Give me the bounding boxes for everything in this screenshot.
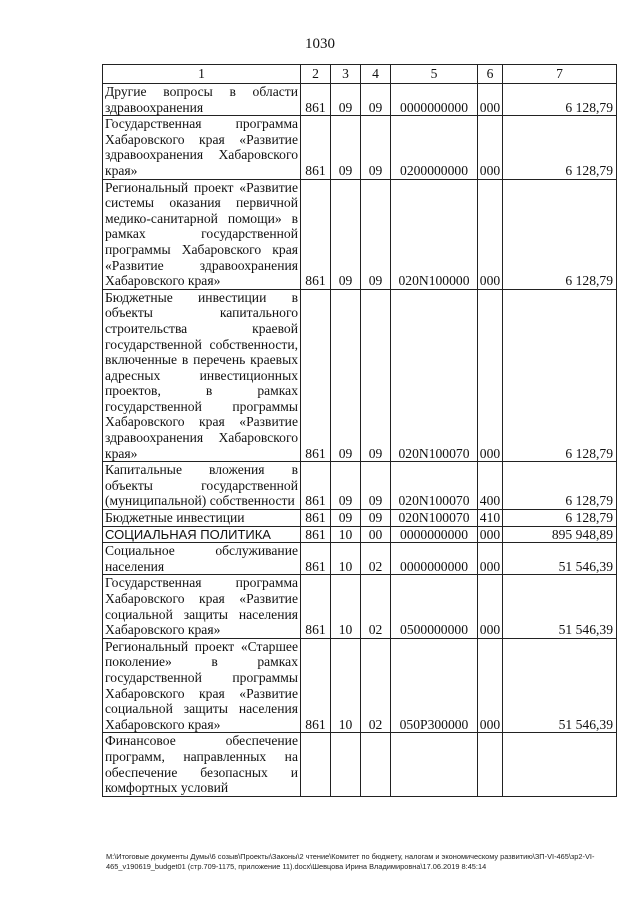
row-section: 10	[331, 638, 361, 733]
row-code: 861	[301, 526, 331, 543]
row-name: Капитальные вложения в объекты государственной (муниципальной) собственности	[103, 462, 301, 510]
row-section: 10	[331, 543, 361, 575]
row-amount: 6 128,79	[503, 510, 617, 527]
row-subsection: 09	[361, 462, 391, 510]
row-code: 861	[301, 179, 331, 289]
table-row	[103, 638, 617, 733]
row-section	[331, 733, 361, 796]
row-subsection: 09	[361, 179, 391, 289]
row-name: Государственная программа Хабаровского края «Развитие социальной защиты населения Хабаровского края»	[103, 575, 301, 638]
row-section: 09	[331, 179, 361, 289]
table-header-row	[103, 65, 617, 84]
row-subsection: 09	[361, 84, 391, 116]
row-section: 10	[331, 526, 361, 543]
row-target: 0200000000	[391, 116, 478, 179]
row-target: 020N100070	[391, 289, 478, 462]
row-target: 020N100070	[391, 510, 478, 527]
row-type: 410	[478, 510, 503, 527]
table-row	[103, 84, 617, 116]
table-row	[103, 575, 617, 638]
row-amount	[503, 733, 617, 796]
row-subsection	[361, 733, 391, 796]
table-row	[103, 543, 617, 575]
row-code	[301, 733, 331, 796]
row-amount: 895 948,89	[503, 526, 617, 543]
row-code: 861	[301, 462, 331, 510]
row-name: Бюджетные инвестиции в объекты капитального строительства краевой государственной собственности, включенные в перечень краевых адресных инвестиционных проектов, в рамках государственной программы Хабаровского края «Развитие здравоохранения Хабаровского края»	[103, 289, 301, 462]
header-cell: 1	[103, 65, 301, 84]
row-subsection: 00	[361, 526, 391, 543]
document-path-footer: M:\Итоговые документы Думы\6 созыв\Проекты\Законы\2 чтение\Комитет по бюджету, налогам и экономическому развитию\ЗП-VI-465\зр2-VI-465_v190619_budget01 (стр.709-1175, приложение 11).docx\Шевцова Ирина Владимировна\17.06.2019 8:45:14	[106, 852, 595, 871]
row-subsection: 09	[361, 289, 391, 462]
table-row	[103, 289, 617, 462]
row-name: Государственная программа Хабаровского края «Развитие здравоохранения Хабаровского края»	[103, 116, 301, 179]
row-name: СОЦИАЛЬНАЯ ПОЛИТИКА	[103, 526, 301, 543]
row-target: 020N100000	[391, 179, 478, 289]
table-row	[103, 733, 617, 796]
row-type: 000	[478, 289, 503, 462]
header-cell: 7	[503, 65, 617, 84]
row-type: 000	[478, 84, 503, 116]
row-subsection: 02	[361, 575, 391, 638]
row-amount: 6 128,79	[503, 462, 617, 510]
row-section: 09	[331, 116, 361, 179]
row-name: Региональный проект «Старшее поколение» в рамках государственной программы Хабаровского края «Развитие социальной защиты населения Хабаровского края»	[103, 638, 301, 733]
row-amount: 6 128,79	[503, 84, 617, 116]
row-type	[478, 733, 503, 796]
row-amount: 6 128,79	[503, 289, 617, 462]
row-name: Финансовое обеспечение программ, направленных на обеспечение безопасных и комфортных условий	[103, 733, 301, 796]
budget-table	[102, 64, 617, 797]
row-section: 10	[331, 575, 361, 638]
row-amount: 51 546,39	[503, 575, 617, 638]
row-type: 000	[478, 575, 503, 638]
row-amount: 51 546,39	[503, 543, 617, 575]
header-cell: 3	[331, 65, 361, 84]
row-name: Бюджетные инвестиции	[103, 510, 301, 527]
row-subsection: 09	[361, 116, 391, 179]
row-target: 020N100070	[391, 462, 478, 510]
header-cell: 5	[391, 65, 478, 84]
header-cell: 4	[361, 65, 391, 84]
row-name: Социальное обслуживание населения	[103, 543, 301, 575]
header-cell: 6	[478, 65, 503, 84]
row-target: 0000000000	[391, 84, 478, 116]
row-subsection: 09	[361, 510, 391, 527]
row-amount: 6 128,79	[503, 179, 617, 289]
row-target: 0500000000	[391, 575, 478, 638]
row-code: 861	[301, 116, 331, 179]
row-type: 000	[478, 638, 503, 733]
row-section: 09	[331, 462, 361, 510]
row-subsection: 02	[361, 543, 391, 575]
row-section: 09	[331, 289, 361, 462]
table-row	[103, 116, 617, 179]
row-name: Региональный проект «Развитие системы оказания первичной медико-санитарной помощи» в рамках государственной программы Хабаровского края «Развитие здравоохранения Хабаровского края»	[103, 179, 301, 289]
row-amount: 51 546,39	[503, 638, 617, 733]
table-row	[103, 526, 617, 543]
table-row	[103, 510, 617, 527]
row-type: 000	[478, 543, 503, 575]
row-code: 861	[301, 510, 331, 527]
page-number: 1030	[305, 36, 335, 52]
row-amount: 6 128,79	[503, 116, 617, 179]
row-code: 861	[301, 638, 331, 733]
row-target: 0000000000	[391, 526, 478, 543]
row-code: 861	[301, 289, 331, 462]
row-target: 0000000000	[391, 543, 478, 575]
row-subsection: 02	[361, 638, 391, 733]
row-code: 861	[301, 543, 331, 575]
row-code: 861	[301, 575, 331, 638]
row-section: 09	[331, 84, 361, 116]
row-section: 09	[331, 510, 361, 527]
row-type: 400	[478, 462, 503, 510]
row-type: 000	[478, 526, 503, 543]
row-type: 000	[478, 116, 503, 179]
table-row	[103, 462, 617, 510]
row-name: Другие вопросы в области здравоохранения	[103, 84, 301, 116]
table-row	[103, 179, 617, 289]
row-target: 050P300000	[391, 638, 478, 733]
header-cell: 2	[301, 65, 331, 84]
row-code: 861	[301, 84, 331, 116]
row-target	[391, 733, 478, 796]
row-type: 000	[478, 179, 503, 289]
